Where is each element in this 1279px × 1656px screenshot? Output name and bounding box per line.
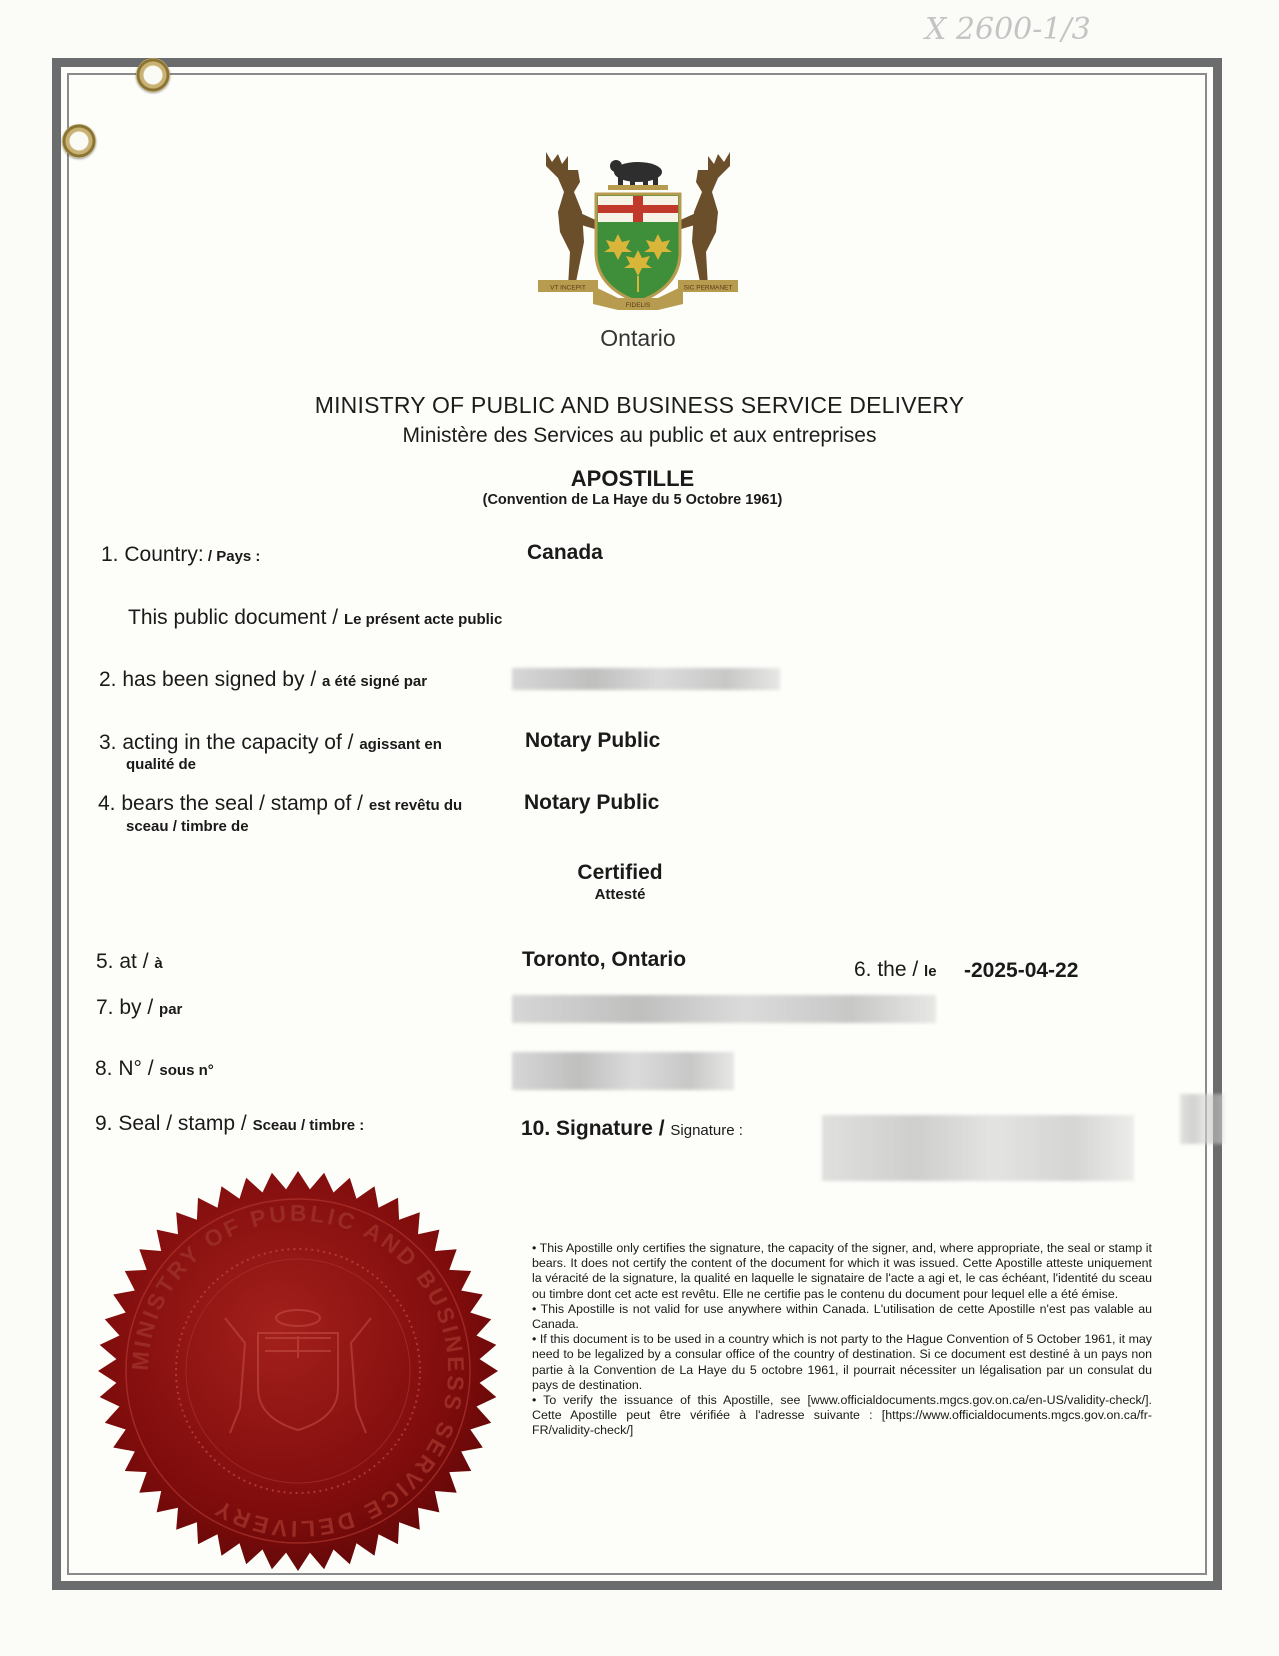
motto-left: VT INCEPIT (550, 284, 586, 292)
bear-icon (608, 160, 668, 190)
issuer-name-redacted (512, 995, 936, 1023)
signed-by-label (99, 668, 427, 692)
capacity-label-fr: agissant en (359, 736, 442, 753)
country-value: Canada (527, 541, 603, 564)
signature-label (521, 1117, 743, 1141)
motto-center: FIDELIS (625, 302, 651, 309)
certificate-number-redacted (512, 1052, 734, 1090)
public-document-label (128, 606, 502, 630)
convention-subtitle: (Convention de La Haye du 5 Octobre 1961) (482, 492, 783, 508)
date-label (854, 958, 937, 982)
grommet-icon (62, 124, 96, 158)
place-value: Toronto, Ontario (522, 948, 687, 971)
ministry-name-fr: Ministère des Services au public et aux entreprises (402, 424, 877, 447)
note-item: • This Apostille is not valid for use anywhere within Canada. L'utilisation de cette Apostille n'est pas valable au Canada. (532, 1301, 1152, 1332)
certified-heading: Certified (577, 861, 663, 884)
grommet-icon (136, 58, 170, 92)
seal-label (95, 1112, 364, 1136)
country-label (101, 543, 260, 567)
date-label-fr: le (924, 963, 937, 980)
apostille-notes (532, 1241, 1152, 1439)
place-label-fr: à (154, 955, 163, 972)
seal-label-fr: Sceau / timbre : (252, 1117, 365, 1134)
embossed-seal (95, 1168, 501, 1574)
coat-of-arms-icon (538, 152, 738, 327)
signature-redacted-edge (1180, 1094, 1224, 1144)
ontario-wordmark: Ontario (600, 325, 676, 351)
date-label-en: 6. the / (854, 958, 925, 981)
signature-label-fr: Signature : (670, 1122, 743, 1139)
seal-icon (95, 1168, 501, 1574)
issuer-label-en: 7. by / (96, 996, 160, 1019)
handwritten-note: X 2600-1/3 (925, 12, 1091, 47)
number-label (95, 1057, 214, 1081)
seal-of-label-fr-line2: sceau / timbre de (126, 818, 249, 835)
document-title: APOSTILLE (570, 466, 695, 491)
note-item: • This Apostille only certifies the signature, the capacity of the signer, and, where appropriate, the seal or stamp it bears. It does not certify the content of the document for which it was issued. Cette Apostille atteste uniquement la véracité de la signature, la qualité en laquelle le signataire de l'acte a agi et, le cas échéant, l'identité du sceau ou timbre dont cet acte est revêtu. Elle ne certifie pas le contenu du document pour lequel elle a été émise. (532, 1241, 1152, 1301)
number-label-en: 8. N° / (95, 1057, 160, 1080)
country-label-en: 1. Country: (101, 543, 204, 566)
signature-label-en: 10. Signature / (521, 1117, 671, 1140)
note-item: • If this document is to be used in a country which is not party to the Hague Convention of 5 October 1961, it may need to be legalized by a consular office of the country of destination. Si ce document est destiné à un pays non partie à la Convention de La Haye du 5 octobre 1961, il pourrait nécessiter un légalisation par un consulat du pays de destination. (532, 1332, 1152, 1392)
signer-name-redacted (512, 668, 780, 690)
country-label-fr: / Pays : (203, 548, 261, 565)
seal-serrated-edge (98, 1171, 498, 1571)
issuer-label (96, 996, 182, 1020)
capacity-label-fr-line2: qualité de (126, 756, 197, 773)
signature-redacted (822, 1115, 1134, 1181)
number-label-fr: sous n° (159, 1062, 214, 1079)
motto-right: SIC PERMANET (683, 284, 733, 292)
certified-heading-fr: Attesté (594, 886, 646, 903)
seal-label-en: 9. Seal / stamp / (95, 1112, 253, 1135)
place-label (96, 950, 163, 974)
seal-of-label-en: 4. bears the seal / stamp of / (98, 792, 369, 815)
ontario-coat-of-arms (538, 152, 738, 327)
deer-icon (676, 152, 730, 287)
ministry-name-en: MINISTRY OF PUBLIC AND BUSINESS SERVICE DELIVERY (314, 392, 965, 418)
shield-icon (596, 194, 680, 302)
signed-by-label-en: 2. has been signed by / (99, 668, 322, 691)
seal-of-label-fr: est revêtu du (368, 797, 463, 814)
public-document-label-en: This public document / (128, 606, 344, 629)
public-document-label-fr: Le présent acte public (343, 611, 503, 628)
seal-ring-text: MINISTRY OF PUBLIC AND BUSINESS SERVICE DELIVERY (126, 1199, 470, 1543)
moose-icon (546, 152, 600, 287)
capacity-value: Notary Public (525, 729, 661, 752)
date-value: -2025-04-22 (964, 959, 1079, 982)
signed-by-label-fr: a été signé par (322, 673, 428, 690)
seal-of-value: Notary Public (524, 791, 660, 814)
capacity-label-en: 3. acting in the capacity of / (99, 731, 360, 754)
capacity-label (99, 731, 442, 755)
place-label-en: 5. at / (96, 950, 155, 973)
note-item: • To verify the issuance of this Apostille, see [www.officialdocuments.mgcs.gov.on.ca/en-US/validity-check/]. Cette Apostille peut être vérifiée à l'adresse suivante : [https://www.officialdocuments.mgcs.gov.on.ca/fr-FR/validity-check/] (532, 1393, 1152, 1438)
seal-of-label (98, 792, 462, 816)
issuer-label-fr: par (159, 1001, 183, 1018)
